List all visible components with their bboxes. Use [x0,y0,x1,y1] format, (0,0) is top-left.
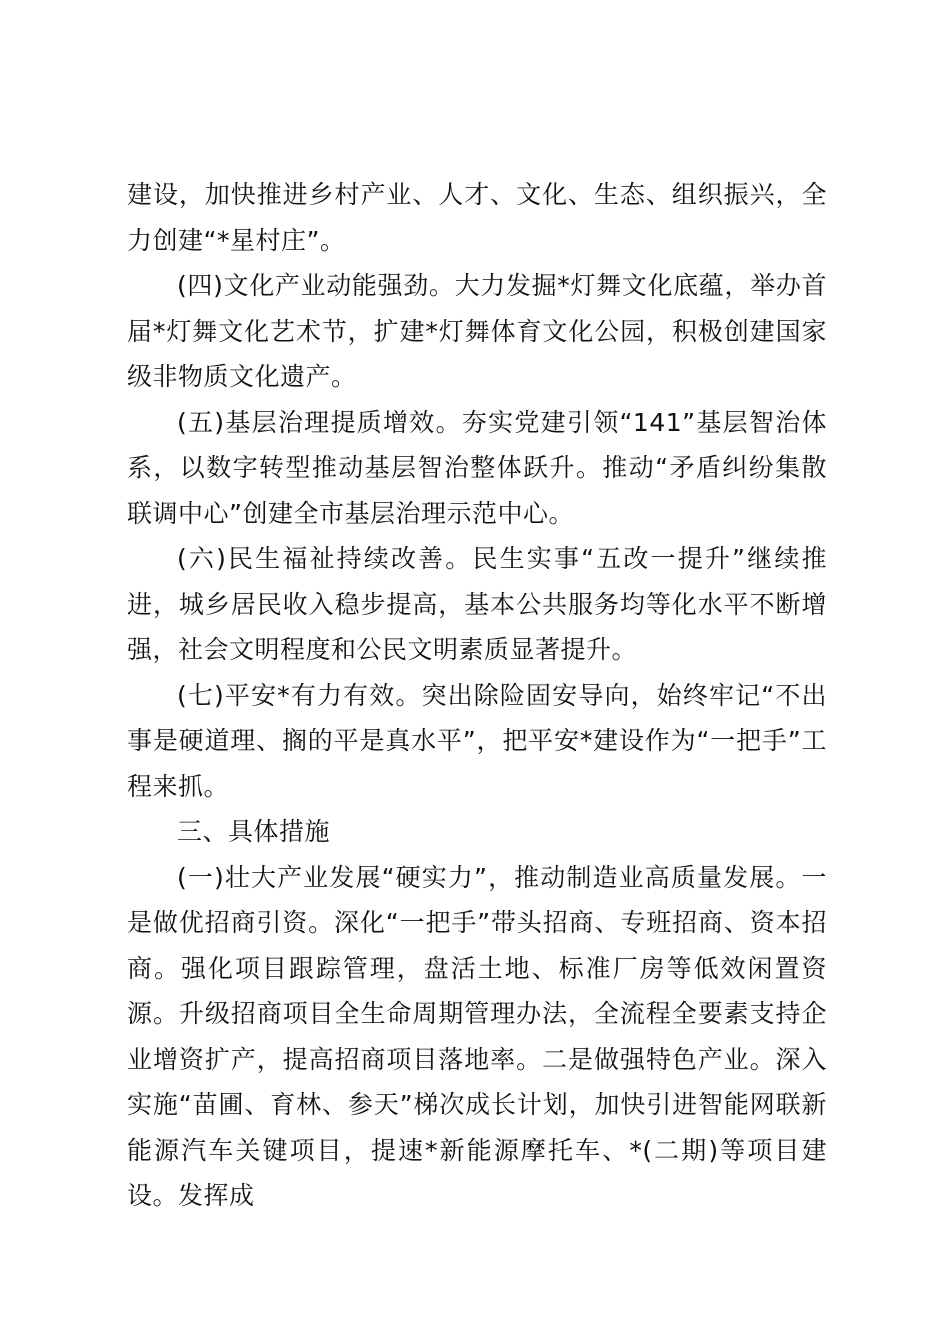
paragraph-safety: (七)平安*有力有效。突出除险固安导向，始终牢记“不出事是硬道理、搁的平是真水平”，把平安*建设作为“一把手”工程来抓。 [127,680,827,801]
paragraph-livelihood: (六)民生福祉持续改善。民生实事“五改一提升”继续推进，城乡居民收入稳步提高，基本公共服务均等化水平不断增强，社会文明程度和公民文明素质显著提升。 [127,544,827,664]
document-body [127,172,827,1219]
section-heading: 三、具体措施 [177,817,331,846]
paragraph-industry-development: (一)壮大产业发展“硬实力”，推动制造业高质量发展。一是做优招商引资。深化“一把手”带头招商、专班招商、资本招商。强化项目跟踪管理，盘活土地、标准厂房等低效闲置资源。升级招商项目全生命周期管理办法，全流程全要素支持企业增资扩产，提高招商项目落地率。二是做强特色产业。深入实施“苗圃、育林、参天”梯次成长计划，加快引进智能网联新能源汽车关键项目，提速*新能源摩托车、*(二期)等项目建设。发挥成 [127,862,827,1210]
paragraph-continuation: 建设，加快推进乡村产业、人才、文化、生态、组织振兴，全力创建“*星村庄”。 [127,180,827,255]
paragraph-culture-industry: (四)文化产业动能强劲。大力发掘*灯舞文化底蕴，举办首届*灯舞文化艺术节，扩建*灯舞体育文化公园，积极创建国家级非物质文化遗产。 [127,271,827,391]
paragraph-grassroots-governance: (五)基层治理提质增效。夯实党建引领“141”基层智治体系，以数字转型推动基层智治整体跃升。推动“矛盾纠纷集散联调中心”创建全市基层治理示范中心。 [127,407,827,528]
